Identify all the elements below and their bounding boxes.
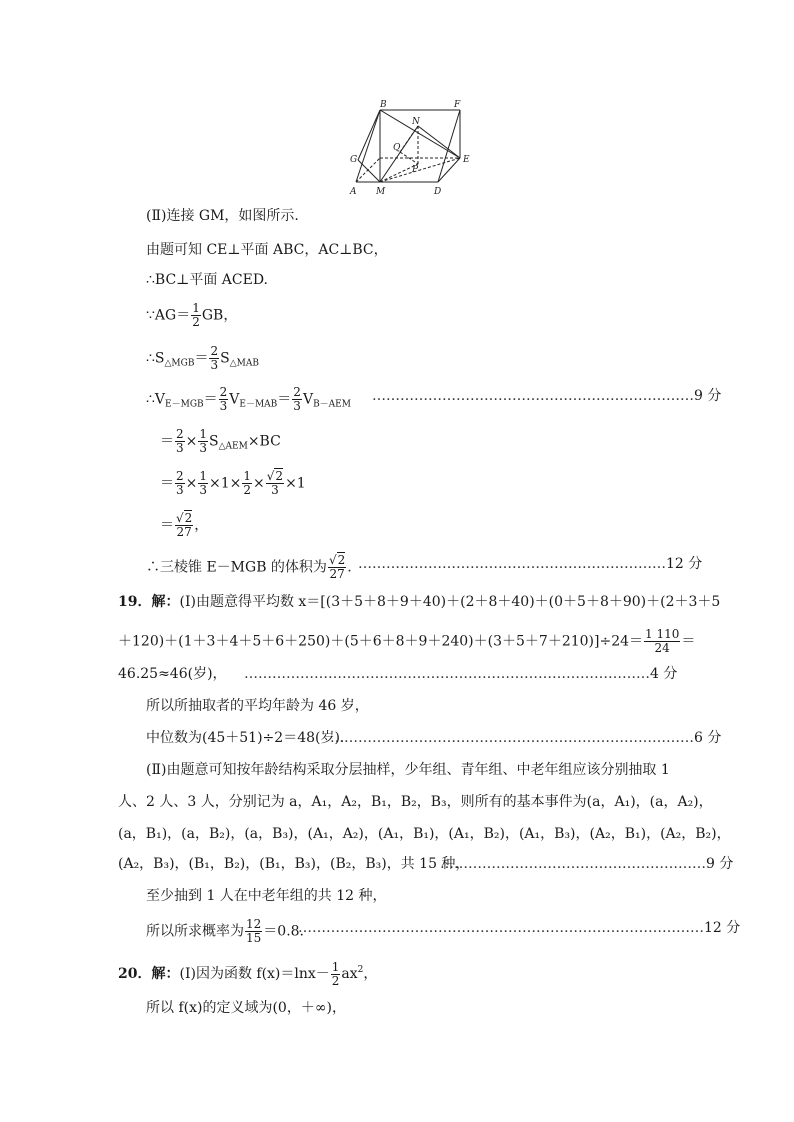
label-p: P xyxy=(412,165,419,175)
label-m: M xyxy=(376,187,386,197)
part2-line-4: ∵AG＝ $\frac{1}{2}$ GB， xyxy=(146,301,238,329)
q19-line-6: (Ⅱ)由题意可知按年龄结构采取分层抽样，少年组、青年组、中老年组应该分别抽取 1 xyxy=(146,762,670,778)
label-f: F xyxy=(454,100,461,110)
part2-line-10: ∴三棱锥 E－MGB 的体积为 $\frac{√2}{27}$ . xyxy=(146,553,352,581)
fraction: $\frac{2}{3}$ xyxy=(210,344,219,372)
fraction: $\frac{1}{2}$ xyxy=(243,469,252,497)
fraction: $\frac{1 110}{24}$ xyxy=(645,627,680,655)
q19-line-2: ＋120)＋(1＋3＋4＋5＋6＋250)＋(5＋6＋8＋9＋240)＋(3＋5＋7＋210)]÷24＝ $\frac{1 110}{24}$ ＝ xyxy=(118,627,696,655)
label-a: A xyxy=(350,187,357,197)
score-9-q19: …………………………………………………9 分 xyxy=(440,856,734,872)
q19-line-3: 46.25≈46(岁)， xyxy=(118,666,227,682)
score-12-q19: ……………………………………………………………………………12 分 xyxy=(298,920,741,936)
fraction: $\frac{2}{3}$ xyxy=(219,385,228,413)
q19-line-5: 中位数为(45＋51)÷2＝48(岁). xyxy=(146,730,345,746)
q20-line-1: 20．解：(Ⅰ)因为函数 f(x)＝lnx－ $\frac{1}{2}$ $ax^2$， xyxy=(118,959,378,988)
label-g: G xyxy=(350,155,358,165)
score-12-part2: …………………………………………………………12 分 xyxy=(358,556,703,572)
geometry-figure xyxy=(340,98,480,198)
fraction: $\frac{2}{3}$ xyxy=(293,385,301,413)
part2-line-1: (Ⅱ)连接 GM，如图所示. xyxy=(146,208,299,224)
label-d: D xyxy=(434,187,442,197)
label-b: B xyxy=(380,100,387,110)
fraction: $\frac{√2}{27}$ xyxy=(176,511,193,539)
fraction: $\frac{√2}{27}$ xyxy=(328,553,346,581)
q19-line-11: 所以所求概率为 $\frac{12}{15}$ ＝0.8. xyxy=(146,917,304,945)
fraction: $\frac{12}{15}$ xyxy=(246,917,262,945)
part2-line-9: ＝ $\frac{√2}{27}$ ， xyxy=(160,511,209,539)
q19-line-4: 所以所抽取者的平均年龄为 46 岁， xyxy=(146,698,369,714)
part2-line-5: $\therefore S_{\triangle MGB}=$ $\frac{2}{3}$ $S_{\triangle MAB}$ xyxy=(146,344,259,372)
label-q: Q xyxy=(393,143,401,153)
label-e: E xyxy=(463,155,470,165)
fraction: $\frac{1}{2}$ xyxy=(331,959,340,988)
fraction: $\frac{2}{3}$ xyxy=(176,469,184,497)
part2-line-8: ＝ $\frac{2}{3}$ × $\frac{1}{3}$ ×1× $\frac{1}{2}$ × $\frac{√2}{3}$ ×1 xyxy=(160,469,306,497)
fraction: $\frac{2}{3}$ xyxy=(176,427,184,455)
q19-line-9: (A₂，B₃)，(B₁，B₂)，(B₁，B₃)，(B₂，B₃)，共 15 种， xyxy=(118,856,470,872)
q19-line-1: 19．解：(Ⅰ)由题意得平均数 x＝[(3＋5＋8＋9＋40)＋(2＋8＋40)＋(0＋5＋8＋90)＋(2＋3＋5 xyxy=(118,594,721,610)
part2-line-2: 由题可知 CE⊥平面 ABC，AC⊥BC， xyxy=(146,242,388,258)
q19-line-7: 人、2 人、3 人，分别记为 a，A₁，A₂，B₁，B₂，B₃，则所有的基本事件为(a，A₁)，(a，A₂)， xyxy=(118,794,713,810)
q19-line-8: (a，B₁)，(a，B₂)，(a，B₃)，(A₁，A₂)，(A₁，B₁)，(A₁，B₂)，(A₁，B₃)，(A₂，B₁)，(A₂，B₂)， xyxy=(118,826,731,842)
part2-line-6: $\therefore V_{E-MGB}=$ $\frac{2}{3}$ $V_{E-MAB}=$ $\frac{2}{3}$ $V_{B-AEM}$ xyxy=(146,385,351,413)
part2-line-3: ∴BC⊥平面 ACED. xyxy=(146,272,269,288)
score-6-q19: ……………………………………………………………………6 分 xyxy=(330,730,722,746)
part2-line-7: ＝ $\frac{2}{3}$ × $\frac{1}{3}$ $S_{\triangle AEM}\times BC$ xyxy=(160,427,281,455)
fraction: $\frac{1}{3}$ xyxy=(199,469,208,497)
score-4-q19: ……………………………………………………………………………4 分 xyxy=(244,666,678,682)
fraction: $\frac{1}{2}$ xyxy=(192,301,200,329)
q19-line-10: 至少抽到 1 人在中老年组的共 12 种， xyxy=(146,888,387,904)
fraction: $\frac{√2}{3}$ xyxy=(266,469,284,497)
label-n: N xyxy=(412,117,420,127)
q20-line-2: 所以 f(x)的定义域为(0，＋∞)， xyxy=(146,1000,346,1016)
fraction: $\frac{1}{3}$ xyxy=(199,427,208,455)
score-9-part2: ……………………………………………………………9 分 xyxy=(372,388,722,404)
